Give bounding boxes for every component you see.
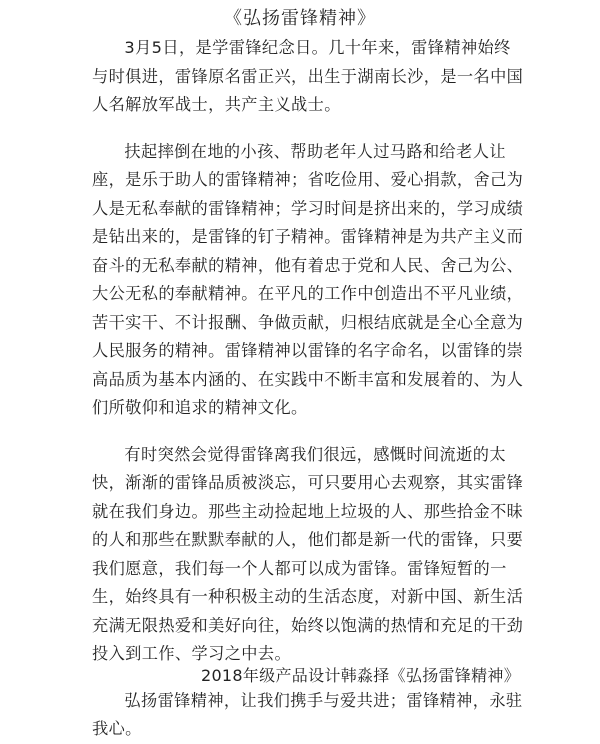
paragraph-2: 扶起摔倒在地的小孩、帮助老年人过马路和给老人让座，是乐于助人的雷锋精神；省吃俭用、爱心捐款，舍己为人是无私奉献的雷锋精神；学习时间是挤出来的，学习成绩是钻出来的，是雷锋的钉子精神。雷锋精神是为共产主义而奋斗的无私奉献的精神，他有着忠于党和人民、舍己为公、大公无私的奉献精神。在平凡的工作中创造出不平凡业绩，苦干实干、不计报酬、争做贡献，归根结底就是全心全意为人民服务的精神。雷锋精神以雷锋的名字命名，以雷锋的崇高品质为基本内涵的、在实践中不断丰富和发展着的、为人们所敬仰和追求的精神文化。 xyxy=(92,141,524,417)
author-signature: 2018年级产品设计韩淼择《弘扬雷锋精神》 xyxy=(200,666,520,685)
paragraph-3: 有时突然会觉得雷锋离我们很远，感慨时间流逝的太快，渐渐的雷锋品质被淡忘，可只要用心去观察，其实雷锋就在我们身边。那些主动捡起地上垃圾的人、那些拾金不昧的人和那些在默默奉献的人，他们都是新一代的雷锋，只要我们愿意，我们每一个人都可以成为雷锋。雷锋短暂的一生，始终具有一种积极主动的生活态度，对新中国、新生活充满无限热爱和美好向往，始终以饱满的热情和充足的干劲投入到工作、学习之中去。 xyxy=(92,444,524,663)
document-body xyxy=(92,34,524,744)
paragraph-1: 3月5日，是学雷锋纪念日。几十年来，雷锋精神始终与时俱进，雷锋原名雷正兴，出生于湖南长沙，是一名中国人名解放军战士，共产主义战士。 xyxy=(92,38,524,114)
paragraph-4: 弘扬雷锋精神，让我们携手与爱共进；雷锋精神，永驻我心。 xyxy=(92,690,523,738)
document-title: 《弘扬雷锋精神》 xyxy=(224,8,376,29)
